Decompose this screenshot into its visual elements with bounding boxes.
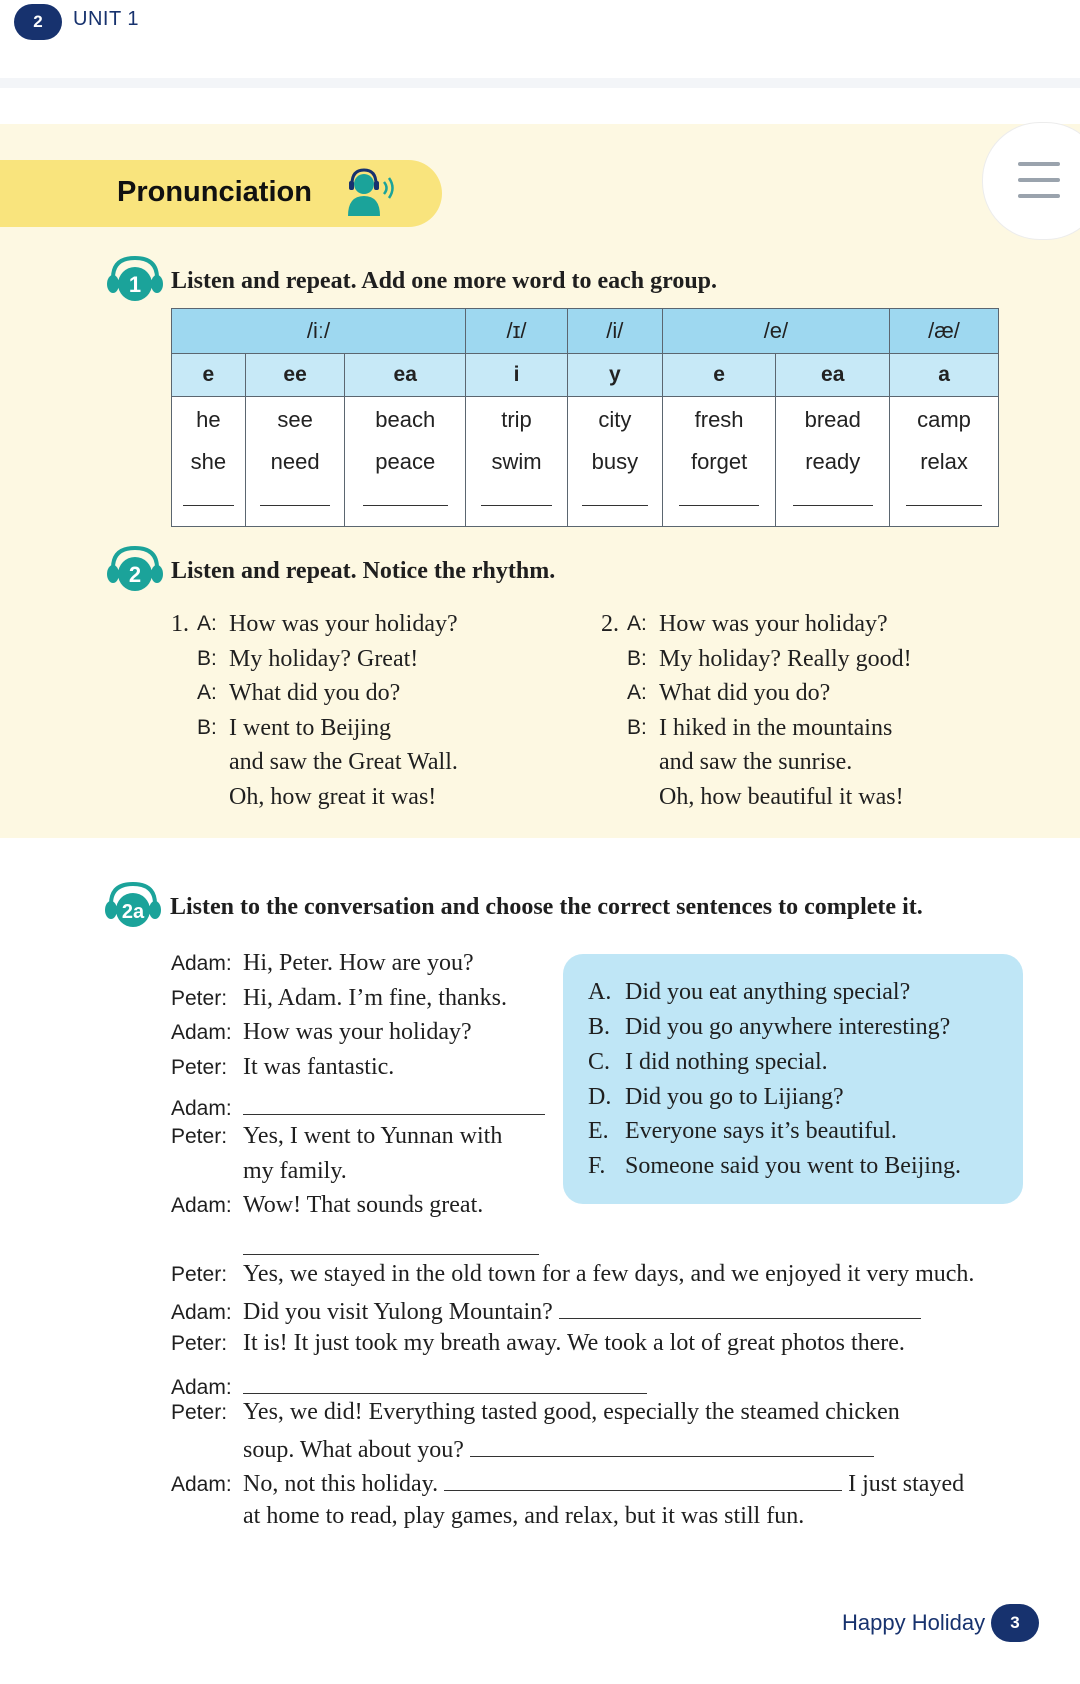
symbol-cell: /e/ (662, 309, 889, 354)
dialogue-1 (171, 607, 458, 815)
word: see (277, 407, 313, 432)
option-letter: F. (588, 1153, 606, 1179)
answer-blank[interactable] (679, 497, 759, 506)
conversation-line: Hi, Peter. How are you? (243, 950, 474, 976)
word-group (245, 397, 345, 527)
answer-blank[interactable] (363, 497, 448, 506)
spelling-cell: e (172, 354, 246, 397)
word-group (890, 397, 999, 527)
unit-label: UNIT 1 (73, 8, 139, 30)
speaker (197, 780, 229, 815)
dialogue-line: and saw the sunrise. (659, 749, 853, 776)
word: she (190, 449, 227, 474)
dialogue-line: What did you do? (229, 680, 401, 707)
option-text: I did nothing special. (625, 1049, 828, 1075)
footer-title: Happy Holiday (842, 1610, 986, 1635)
answer-blank[interactable] (243, 1365, 647, 1394)
speaker: Adam: (171, 1097, 232, 1120)
option-c (588, 1049, 828, 1076)
conversation-line: my family. (243, 1158, 347, 1184)
answer-blank[interactable] (582, 497, 648, 506)
word: ready (805, 449, 861, 474)
answer-blank[interactable] (481, 497, 552, 506)
speaker: Peter: (171, 1401, 228, 1424)
header-divider (0, 78, 1080, 88)
symbol-cell: /iː/ (172, 309, 466, 354)
audio-badge-2[interactable] (107, 544, 157, 594)
word: beach (375, 407, 436, 432)
speaker: Peter: (171, 1125, 228, 1148)
word: swim (491, 449, 542, 474)
speaker: A: (197, 612, 217, 635)
symbol-cell: /i/ (567, 309, 662, 354)
conversation-line: Yes, we stayed in the old town for a few days, and we enjoyed it very much. (243, 1261, 975, 1287)
task-number: 1 (128, 272, 142, 297)
answer-blank[interactable] (793, 497, 873, 506)
speaker: Adam: (171, 1301, 232, 1324)
speaker: Adam: (171, 1376, 232, 1399)
symbol-cell: /ɪ/ (466, 309, 568, 354)
conversation-line: soup. What about you? (243, 1437, 464, 1463)
speaker: Adam: (171, 1194, 232, 1217)
conversation-line: How was your holiday? (243, 1019, 472, 1045)
conversation-line: Wow! That sounds great. (243, 1192, 484, 1218)
word: bread (804, 407, 861, 432)
word-group (172, 397, 246, 527)
speaker (627, 780, 659, 815)
dialogue-line: My holiday? Really good! (659, 645, 912, 672)
phonics-table (171, 308, 999, 527)
conversation-line: It is! It just took my breath away. We took a lot of great photos there. (243, 1330, 905, 1356)
dialogue-line: How was your holiday? (229, 611, 458, 637)
word: busy (591, 449, 639, 474)
spelling-cell: ee (245, 354, 345, 397)
word: need (270, 449, 320, 474)
spelling-cell: i (466, 354, 568, 397)
word-group (776, 397, 890, 527)
speaker: Peter: (171, 1056, 228, 1079)
option-letter: B. (588, 1014, 611, 1040)
conversation-line: It was fantastic. (243, 1054, 395, 1080)
word: trip (501, 407, 532, 432)
option-letter: D. (588, 1084, 612, 1110)
option-f (588, 1153, 961, 1180)
dialogue-number: 1. (171, 611, 189, 637)
word-group (567, 397, 662, 527)
option-letter: A. (588, 979, 612, 1005)
conversation-line: Hi, Adam. I’m fine, thanks. (243, 985, 507, 1011)
option-letter: E. (588, 1118, 609, 1144)
speaker: B: (197, 715, 217, 739)
symbol-cell: /æ/ (890, 309, 999, 354)
spelling-cell: ea (776, 354, 890, 397)
dialogue-line: My holiday? Great! (229, 645, 419, 672)
option-b (588, 1014, 950, 1041)
answer-blank[interactable] (444, 1468, 842, 1491)
option-d (588, 1084, 844, 1111)
answer-blank[interactable] (183, 497, 234, 506)
word-group (466, 397, 568, 527)
speaker: A: (197, 681, 217, 705)
answer-blank[interactable] (243, 1088, 545, 1115)
task2-instruction: Listen and repeat. Notice the rhythm. (171, 558, 556, 584)
spelling-cell: ea (345, 354, 466, 397)
conversation-line: Yes, we did! Everything tasted good, especially the steamed chicken (243, 1399, 900, 1425)
option-letter: C. (588, 1049, 611, 1075)
speaker: Adam: (171, 1021, 232, 1044)
audio-badge-2a[interactable] (105, 880, 155, 930)
answer-blank[interactable] (260, 497, 330, 506)
word-group (662, 397, 776, 527)
conversation-line: I just stayed (848, 1471, 965, 1497)
word: peace (375, 449, 436, 474)
spelling-cell: e (662, 354, 776, 397)
option-a (588, 979, 910, 1006)
dialogue-line: Oh, how great it was! (229, 783, 437, 810)
conversation-line: Did you visit Yulong Mountain? (243, 1299, 553, 1325)
speaker: B: (627, 715, 647, 739)
option-text: Did you go to Lijiang? (625, 1084, 844, 1110)
audio-badge-1[interactable] (107, 254, 157, 304)
option-text: Did you go anywhere interesting? (625, 1014, 951, 1040)
speaker: B: (197, 646, 217, 670)
spelling-cell: a (890, 354, 999, 397)
word-group (345, 397, 466, 527)
speaker: A: (627, 612, 647, 635)
word: relax (920, 449, 968, 474)
task-number: 2a (121, 901, 145, 923)
hamburger-menu-icon[interactable] (1018, 162, 1060, 198)
answer-blank[interactable] (906, 497, 982, 506)
word: he (196, 407, 221, 432)
option-e (588, 1118, 897, 1145)
task-number: 2 (128, 562, 142, 587)
speaker: Peter: (171, 1332, 228, 1355)
speaker (627, 745, 659, 780)
task1-instruction: Listen and repeat. Add one more word to each group. (171, 268, 718, 294)
word: fresh (694, 407, 744, 432)
speaker: Adam: (171, 952, 232, 975)
speaker: Peter: (171, 987, 228, 1010)
dialogue-line: What did you do? (659, 680, 831, 707)
conversation-line: at home to read, play games, and relax, but it was still fun. (243, 1503, 805, 1529)
word: forget (690, 449, 748, 474)
spelling-cell: y (567, 354, 662, 397)
dialogue-line: I hiked in the mountains (659, 714, 893, 741)
conversation-line: Yes, I went to Yunnan with (243, 1123, 503, 1149)
answer-blank[interactable] (243, 1226, 539, 1255)
speaker: Adam: (171, 1473, 232, 1496)
dialogue-2 (601, 607, 912, 815)
dialogue-line: How was your holiday? (659, 611, 888, 637)
dialogue-line: and saw the Great Wall. (229, 749, 458, 776)
page-number-badge: 2 (14, 4, 62, 40)
task2a-instruction: Listen to the conversation and choose the correct sentences to complete it. (170, 894, 923, 920)
word: city (598, 407, 632, 432)
conversation-line: No, not this holiday. (243, 1471, 439, 1497)
dialogue-line: I went to Beijing (229, 714, 391, 741)
option-text: Everyone says it’s beautiful. (625, 1118, 897, 1144)
speaker: Peter: (171, 1263, 228, 1286)
dialogue-number: 2. (601, 611, 619, 637)
option-text: Someone said you went to Beijing. (625, 1153, 961, 1179)
answer-blank[interactable] (470, 1434, 874, 1457)
option-text: Did you eat anything special? (625, 979, 911, 1005)
dialogue-line: Oh, how beautiful it was! (659, 783, 904, 810)
headset-speaker-icon (344, 168, 400, 218)
section-title: Pronunciation (117, 176, 312, 208)
footer-page-badge: 3 (991, 1604, 1039, 1642)
word: camp (917, 407, 971, 432)
speaker: B: (627, 646, 647, 670)
speaker (197, 745, 229, 780)
speaker: A: (627, 681, 647, 705)
answer-blank[interactable] (559, 1296, 921, 1319)
